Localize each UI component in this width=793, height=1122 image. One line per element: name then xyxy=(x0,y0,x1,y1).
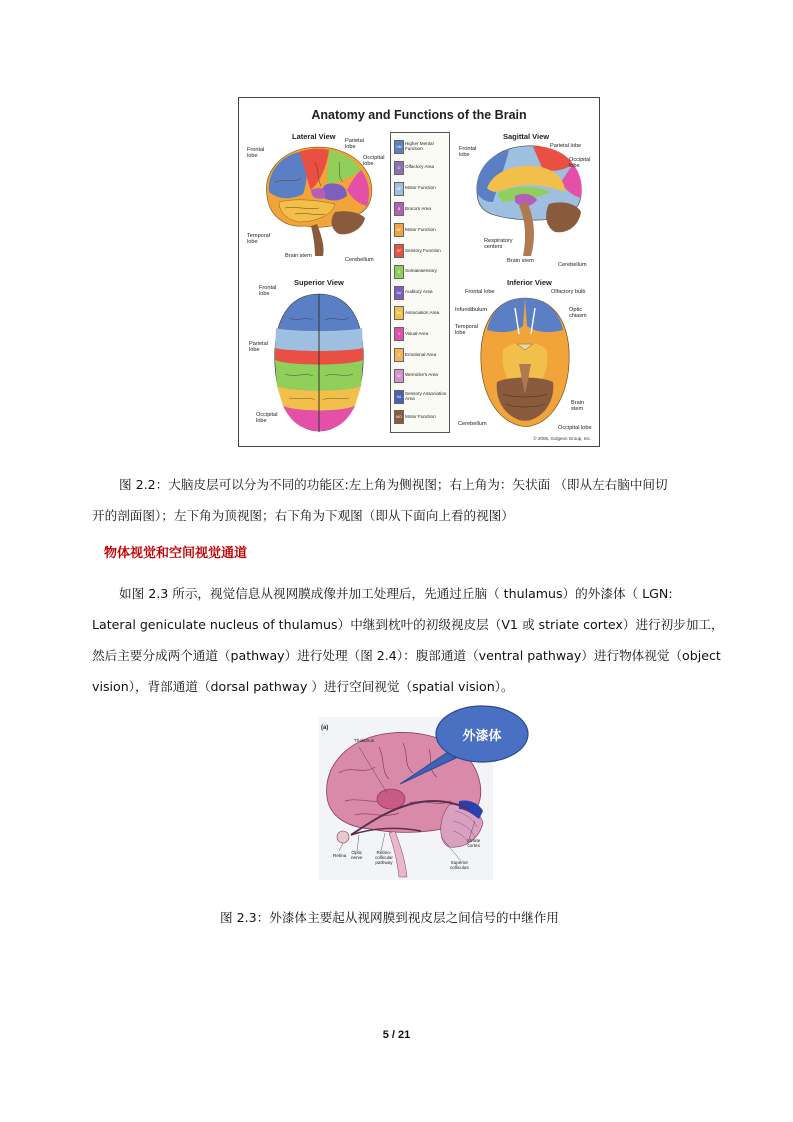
lateral-label-parietal: Parietal lobe xyxy=(345,138,364,151)
legend-swatch: MO xyxy=(394,410,404,424)
lateral-label-occipital: Occipital lobe xyxy=(363,155,385,168)
body-line-1: 如图 2.3 所示，视觉信息从视网膜成像并加工处理后，先通过丘脑（ thulamus）的外漆体（ LGN: xyxy=(119,586,673,601)
legend-swatch: E xyxy=(394,348,404,362)
sagittal-label-occipital: Occipital lobe xyxy=(569,157,591,170)
inferior-label-infundibulum: Infundibulum xyxy=(455,307,488,313)
legend-label: Sensory Association Area xyxy=(405,390,447,401)
legend-label: Motor Function xyxy=(405,226,436,232)
function-legend xyxy=(390,132,450,433)
legend-label: Broca's Area xyxy=(405,205,431,211)
legend-item xyxy=(394,243,450,257)
inferior-label-optic-chiasm: Optic chiasm xyxy=(569,307,587,320)
label-striate-cortex: Striate cortex xyxy=(467,838,481,848)
legend-item xyxy=(394,264,450,278)
callout-text: 外漆体 xyxy=(462,729,502,744)
legend-swatch: SA xyxy=(394,390,404,404)
legend-item xyxy=(394,305,450,319)
callout-bubble xyxy=(390,702,540,792)
label-retinocollicular: Retino- collicular pathway xyxy=(375,850,393,865)
body-line-4: vision），背部通道（dorsal pathway ）进行空间视觉（spatial vision）。 xyxy=(92,679,514,694)
legend-label: Olfactory Area xyxy=(405,164,435,170)
legend-swatch: AU xyxy=(394,286,404,300)
sagittal-label-respiratory: Respiratory centers xyxy=(484,238,513,251)
legend-item xyxy=(394,139,450,153)
inferior-view-brain xyxy=(475,294,575,430)
legend-item xyxy=(394,181,450,195)
page-number: 5 / 21 xyxy=(382,1029,411,1041)
label-optic-nerve: Optic nerve xyxy=(351,850,363,860)
figure-2-2-caption-line-2: 开的剖面图）；左下角为顶视图；右下角为下观图（即从下面向上看的视图） xyxy=(92,508,514,523)
legend-item xyxy=(394,285,450,299)
legend-swatch: B xyxy=(394,202,404,216)
legend-item xyxy=(394,201,450,215)
legend-swatch: S xyxy=(394,265,404,279)
panel-label: (a) xyxy=(321,725,329,731)
legend-label: Sensory Function xyxy=(405,247,441,253)
legend-label: Association Area xyxy=(405,309,440,315)
superior-label-parietal: Parietal lobe xyxy=(249,341,268,354)
superior-label-occipital: Occipital lobe xyxy=(256,412,278,425)
figure-title: Anatomy and Functions of the Brain xyxy=(311,108,527,122)
figure-2-2-caption-line-1: 图 2.2：大脑皮层可以分为不同的功能区:左上角为侧视图；右上角为：矢状面 （即从左右脑中间切 xyxy=(119,477,668,492)
legend-label: Wernicke's Area xyxy=(405,372,438,378)
inferior-label-cerebellum: Cerebellum xyxy=(458,421,487,427)
section-heading: 物体视觉和空间视觉通道 xyxy=(104,546,248,561)
legend-label: Motor Function xyxy=(405,413,436,419)
legend-label: Higher Mental Function xyxy=(405,141,434,151)
legend-item xyxy=(394,160,450,174)
legend-swatch: AA xyxy=(394,306,404,320)
label-retina: Retina xyxy=(333,853,347,858)
lateral-view-title: Lateral View xyxy=(292,132,336,141)
sagittal-label-brainstem: Brain stem xyxy=(507,258,534,264)
lateral-label-frontal: Frontal lobe xyxy=(247,147,265,160)
inferior-label-olfactory: Olfactory bulb xyxy=(551,289,586,295)
inferior-label-frontal: Frontal lobe xyxy=(465,289,495,295)
figure-2-3-caption: 图 2.3：外漆体主要起从视网膜到视皮层之间信号的中继作用 xyxy=(220,910,559,925)
legend-swatch: HM xyxy=(394,140,404,154)
legend-item xyxy=(394,409,450,423)
inferior-label-brainstem: Brain stem xyxy=(571,400,585,413)
sagittal-label-parietal: Parietal lobe xyxy=(550,143,582,149)
inferior-label-temporal: Temporal lobe xyxy=(455,324,479,337)
legend-swatch: MF xyxy=(394,223,404,237)
lateral-label-cerebellum: Cerebellum xyxy=(345,257,374,263)
inferior-view-title: Inferior View xyxy=(507,278,552,287)
legend-item xyxy=(394,347,450,361)
sagittal-label-frontal: Frontal lobe xyxy=(459,146,477,159)
legend-label: Auditory Area xyxy=(405,289,433,295)
legend-item xyxy=(394,326,450,340)
legend-label: Visual Area xyxy=(405,330,429,336)
sagittal-label-cerebellum: Cerebellum xyxy=(558,262,587,268)
body-line-2: Lateral geniculate nucleus of thulamus）中继到枕叶的初级视皮层（V1 或 striate cortex）进行初步加工， xyxy=(92,617,724,632)
label-thalamus: Thalamus xyxy=(354,738,375,743)
legend-item xyxy=(394,222,450,236)
legend-swatch: W xyxy=(394,369,404,383)
lateral-label-brainstem: Brain stem xyxy=(285,253,312,259)
brain-anatomy-figure xyxy=(238,97,600,447)
legend-label: Somatosensory xyxy=(405,268,437,274)
sagittal-view-title: Sagittal View xyxy=(503,132,550,141)
legend-label: Motor Function xyxy=(405,185,436,191)
label-superior-colliculus: Superior colliculus xyxy=(450,860,469,870)
legend-swatch: V xyxy=(394,327,404,341)
body-line-3: 然后主要分成两个通道（pathway）进行处理（图 2.4）：腹部通道（ventral pathway）进行物体视觉（object xyxy=(92,648,721,663)
legend-swatch: MF xyxy=(394,182,404,196)
inferior-label-occipital: Occipital lobe xyxy=(558,425,592,431)
legend-label: Emotional Area xyxy=(405,351,437,357)
superior-view-brain xyxy=(269,288,369,436)
legend-swatch: SF xyxy=(394,244,404,258)
copyright-note: © 2005, Golgeon Group, Inc. xyxy=(533,436,591,441)
lateral-label-temporal: Temporal lobe xyxy=(247,233,271,246)
legend-swatch: O xyxy=(394,161,404,175)
superior-label-frontal: Frontal lobe xyxy=(259,285,277,298)
legend-item xyxy=(394,389,450,403)
superior-view-title: Superior View xyxy=(294,278,344,287)
legend-item xyxy=(394,368,450,382)
